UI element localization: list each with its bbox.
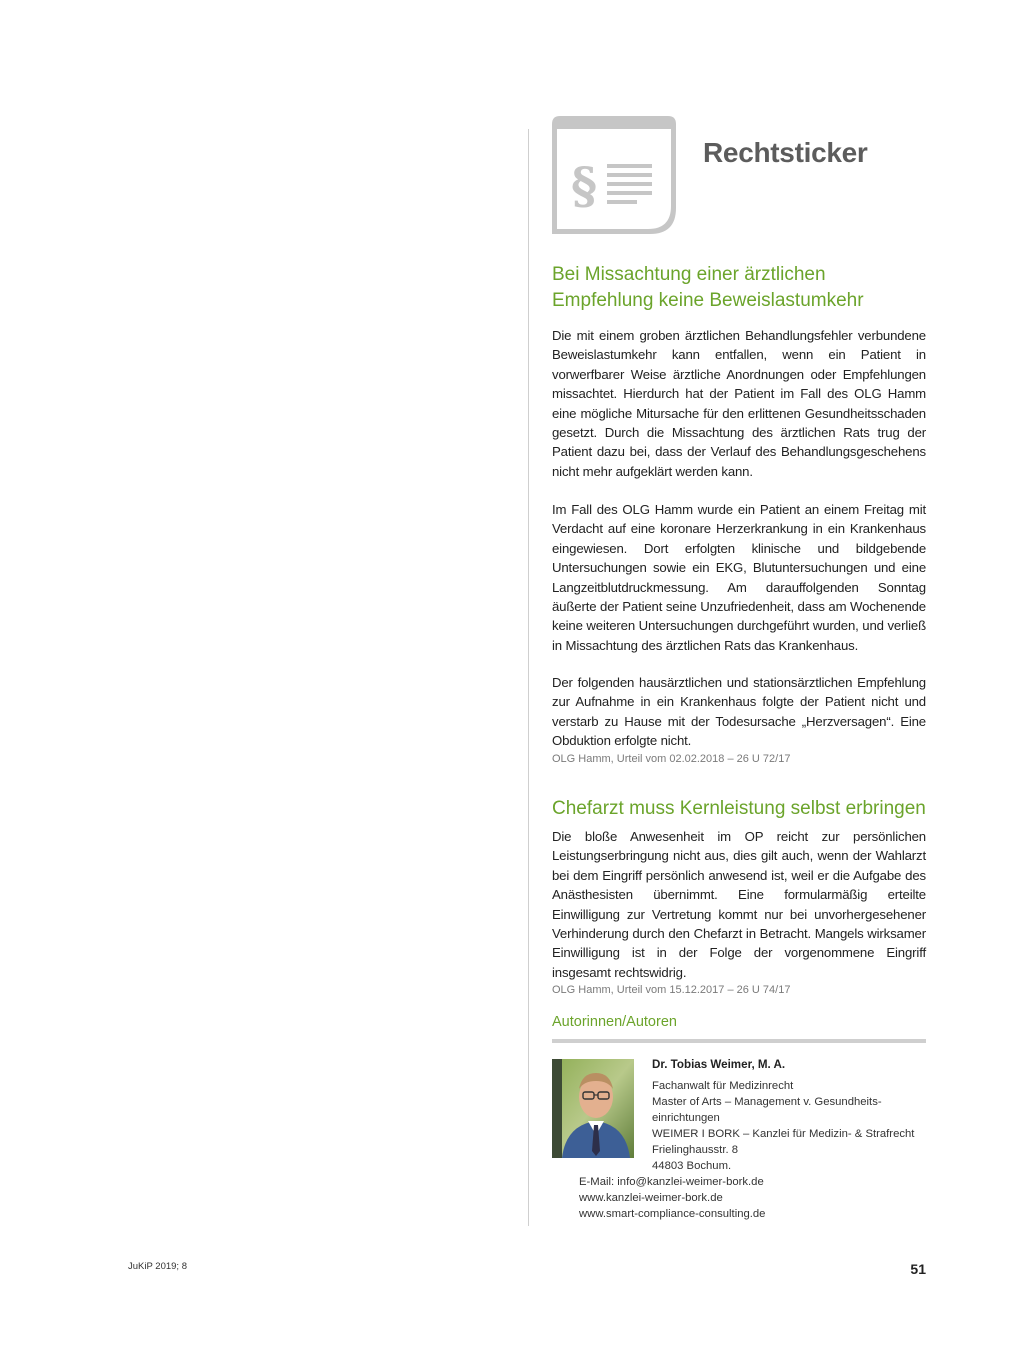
article-1-title (552, 262, 926, 314)
article-1-body-2 (552, 500, 926, 655)
article-1 (552, 262, 926, 314)
article-1-citation: OLG Hamm, Urteil vom 02.02.2018 – 26 U 72/17 (552, 752, 791, 765)
author-line-6: 44803 Bochum. (652, 1160, 732, 1172)
journal-citation: JuKiP 2019; 8 (128, 1261, 187, 1272)
article-1-title-line-2: Empfehlung keine Beweislastumkehr (552, 290, 864, 311)
author-contact (579, 1174, 919, 1222)
section-title: Rechtsticker (703, 137, 868, 168)
author-name: Dr. Tobias Weimer, M. A. (652, 1058, 786, 1071)
page-number: 51 (910, 1261, 926, 1277)
author-email: E-Mail: info@kanzlei-weimer-bork.de (579, 1176, 764, 1188)
author-details (652, 1078, 927, 1174)
article-2-title: Chefarzt muss Kernleistung selbst erbringen (552, 798, 926, 819)
article-2-paragraph-1: Die bloße Anwesenheit im OP reicht zur persönlichen Leistungserbringung nicht aus, dies gilt auch, wenn der Wahlarzt bei dem Eingriff persönlich anwesend ist, weil er die Aufgabe des Anästhesisten übernimmt. Eine formularmäßig erteilte Einwilligung zur Vertretung kommt nur bei unvorhergesehener Verhinderung durch den Chefarzt in Betracht. Mangels wirksamer Einwilligung ist in der Folge der vorgenommene Eingriff insgesamt rechtswidrig. (552, 829, 926, 980)
author-line-5: Frielinghausstr. 8 (652, 1144, 739, 1156)
article-1-body-3 (552, 673, 926, 768)
author-website-1: www.kanzlei-weimer-bork.de (579, 1192, 723, 1204)
authors-divider (552, 1039, 926, 1043)
authors-section (552, 1014, 926, 1030)
author-line-4: WEIMER I BORK – Kanzlei für Medizin- & Strafrecht (652, 1128, 915, 1140)
article-2-citation: OLG Hamm, Urteil vom 15.12.2017 – 26 U 74/17 (552, 984, 791, 997)
article-2 (552, 796, 926, 822)
author-website-2: www.smart-compliance-consulting.de (579, 1208, 766, 1220)
article-1-paragraph-3: Der folgenden hausärztlichen und stationsärztlichen Empfehlung zur Aufnahme in ein Krankenhaus folgte der Patient nicht und verstarb zu Hause mit der Todesursache „Herzversagen“. Eine Obduktion erfolgte nicht. (552, 675, 926, 749)
article-1-title-line-1: Bei Missachtung einer ärztlichen (552, 264, 826, 285)
article-1-paragraph-2: Im Fall des OLG Hamm wurde ein Patient an einem Freitag mit Verdacht auf eine koronare Herzerkrankung in ein Krankenhaus eingewiesen. Dort erfolgten klinische und bildgebende Untersuchungen sowie ein EKG, Blutuntersuchungen und eine Langzeitblutdruckmessung. Am darauffolgenden Sonntag äußerte der Patient seine Unzufriedenheit, dass am Wochenende keine weiteren Untersuchungen durchgeführt wurden, und verließ in Missachtung des ärztlichen Rats das Krankenhaus. (552, 502, 926, 653)
article-1-body (552, 326, 926, 481)
author-photo (552, 1059, 634, 1158)
author-line-3: einrichtungen (652, 1112, 720, 1124)
column-divider (528, 129, 529, 1226)
article-2-body (552, 827, 926, 999)
svg-text:§: § (571, 156, 598, 215)
article-1-paragraph-1: Die mit einem groben ärztlichen Behandlungsfehler verbundene Beweislastumkehr kann entfallen, wenn ein Patient in vorwerfbarer Weise ärztliche Anordnungen oder Empfehlungen missachtet. Hierdurch hat der Patient im Fall des OLG Hamm eine mögliche Mitursache für den erlittenen Gesundheitsschaden gesetzt. Durch die Missachtung des ärztlichen Rats trug der Patient dazu bei, dass der Verlauf des Behandlungsgeschehens nicht mehr aufgeklärt werden kann. (552, 328, 926, 479)
author-line-1: Fachanwalt für Medizinrecht (652, 1080, 794, 1092)
authors-heading: Autorinnen/Autoren (552, 1014, 677, 1030)
paragraph-document-icon (552, 116, 676, 234)
author-line-2: Master of Arts – Management v. Gesundheits- (652, 1096, 882, 1108)
